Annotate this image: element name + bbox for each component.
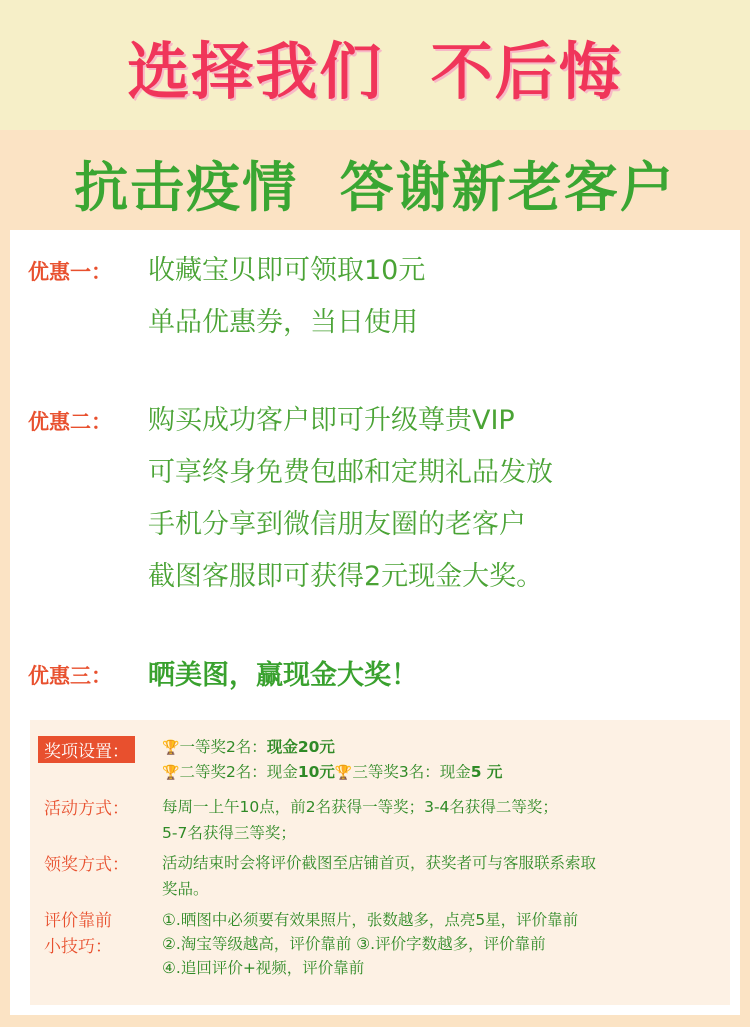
- trophy-icon: 🏆: [162, 765, 180, 781]
- offer2-line: 手机分享到微信朋友圈的老客户: [148, 509, 526, 540]
- tip-line: ②.淘宝等级越高，评价靠前 ③.评价字数越多，评价靠前: [162, 935, 546, 953]
- claim-label: 领奖方式：: [44, 855, 129, 875]
- rules-block: [30, 720, 730, 1005]
- offer1-label: 优惠一：: [28, 260, 112, 284]
- award1-text: 一等奖2名：: [179, 738, 267, 756]
- trophy-icon: 🏆: [162, 740, 180, 756]
- claim-line: 奖品。: [162, 880, 209, 898]
- method-line: 每周一上午10点，前2名获得一等奖；3-4名获得二等奖；: [162, 798, 558, 816]
- award2-text: 二等奖2名：现金: [179, 763, 298, 781]
- offer3-text: 晒美图，赢现金大奖！: [148, 660, 418, 691]
- award1-cash: 现金20元: [266, 738, 335, 756]
- offer2-line: 购买成功客户即可升级尊贵VIP: [148, 405, 515, 436]
- award-line-2: [162, 760, 502, 782]
- offer2-label: 优惠二：: [28, 410, 112, 434]
- award2-cash: 10元: [297, 763, 335, 781]
- offer2-line: 可享终身免费包邮和定期礼品发放: [148, 457, 553, 488]
- award-line-1: [162, 735, 335, 757]
- trophy-icon: 🏆: [334, 765, 353, 781]
- offer2-line: 截图客服即可获得2元现金大奖。: [148, 561, 544, 592]
- tip-line: ④.追回评价+视频，评价靠前: [162, 959, 365, 977]
- tips-label: 评价靠前: [44, 911, 112, 931]
- method-line: 5-7名获得三等奖；: [162, 824, 296, 842]
- tip-line: ①.晒图中必须要有效果照片，张数越多，点亮5星，评价靠前: [162, 911, 579, 929]
- claim-line: 活动结束时会将评价截图至店铺首页，获奖者可与客服联系索取: [162, 854, 597, 872]
- subheadline: 抗击疫情 答谢新老客户: [74, 156, 676, 219]
- offer1-line: 收藏宝贝即可领取10元: [148, 255, 426, 286]
- method-label: 活动方式：: [44, 799, 129, 819]
- headline: 选择我们 不后悔: [127, 35, 623, 108]
- tips-label: 小技巧：: [44, 937, 112, 957]
- offer3-label: 优惠三：: [28, 664, 112, 688]
- award3-cash: 5 元: [470, 763, 503, 781]
- offer1-line: 单品优惠券，当日使用: [148, 307, 418, 338]
- award3-text: 三等奖3名：现金: [352, 763, 471, 781]
- awards-label: 奖项设置：: [38, 736, 135, 763]
